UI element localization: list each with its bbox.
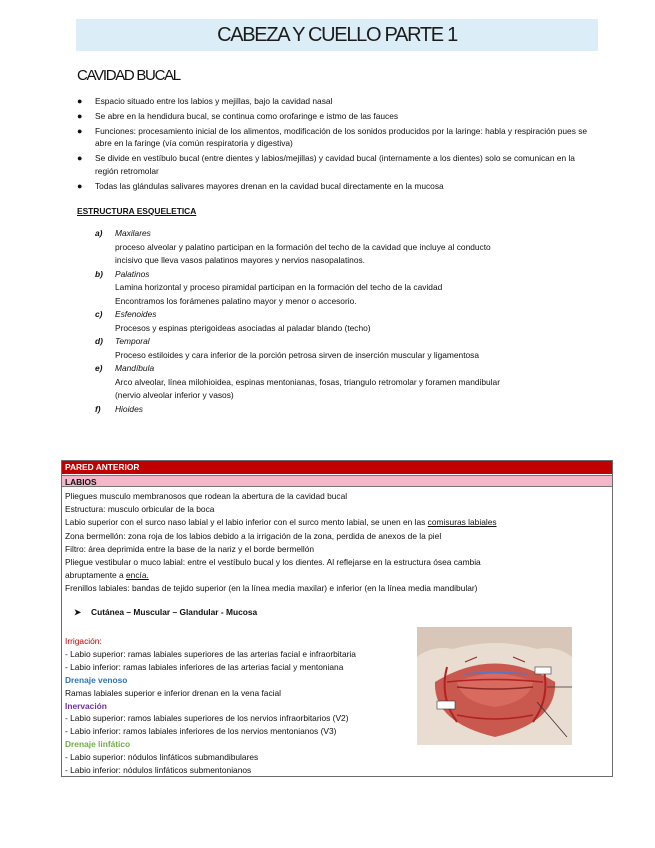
bone-list	[95, 227, 595, 416]
bone-name: Temporal	[115, 336, 150, 346]
bullet-item: ● Funciones: procesamiento inicial de los alimentos, modificación de los sonidos producidos por la laringe: habla y respiración pues se abre en la faringe (vía común respiratoria y digestiva)	[77, 125, 588, 149]
bullet-icon: ●	[77, 96, 83, 106]
venous-title: Drenaje venoso	[65, 674, 128, 685]
bullet-item: ● Se abre en la hendidura bucal, se continua como orofaringe e istmo de las fauces	[77, 110, 399, 121]
arrow-right-icon: ➤	[74, 607, 82, 617]
bone-name: Hioides	[115, 403, 143, 414]
bullet-item: ● Espacio situado entre los labios y mejillas, bajo la cavidad nasal	[77, 96, 333, 106]
page-title: CABEZA Y CUELLO PARTE 1	[217, 24, 457, 46]
bullet-icon: ●	[77, 110, 83, 121]
bone-item: f) Hioides	[95, 403, 595, 417]
nerve-title: Inervación	[65, 700, 107, 711]
bone-item: d) Temporal Proceso estiloides y cara inferior de la porción petrosa sirven de inserción muscular y ligamentosa	[95, 336, 480, 360]
bone-item: e) Mandíbula Arco alveolar, línea milohioidea, espinas mentonianas, fosas, triangulo retromolar y foramen mandibular (nervio alveolar inferior y vasos)	[95, 363, 500, 400]
bullet-icon: ●	[77, 125, 83, 136]
bullet-list	[77, 95, 597, 195]
bone-name: Maxilares	[115, 228, 151, 238]
bone-item: c) Esfenoides Procesos y espinas pterigoideas asociadas al paladar blando (techo)	[95, 309, 371, 333]
lip-supply: Irrigación: - Labio superior: ramas labiales superiores de las arterias facial e infraorbitaria - Labio inferior: ramas labiales inferiores de las arterias facial y mentoniana Drenaje venoso Ramas labiales superior e inferior drenan en la vena facial Inervación - Labio superior: ramos labiales superiores de los nervios infraorbitarios (V2) - Labio inferior: ramos labiales inferiores de los nervios mentonianos (V3) Drenaje linfático - Labio superior: nódulos linfáticos submandibulares - Labio inferior: nódulos linfáticos submentonianos	[65, 635, 405, 777]
lip-layers: ➤ Cutánea – Muscular – Glandular - Mucosa	[74, 607, 258, 617]
section-heading: CAVIDAD BUCAL	[77, 67, 180, 84]
bone-item: a) Maxilares proceso alveolar y palatino participan en la formación del techo de la cavidad que incluye al conducto incisivo que lleva vasos palatinos mayores y nervios nasopalatinos.	[95, 228, 491, 265]
lymph-title: Drenaje linfático	[65, 739, 131, 750]
lips-description: Pliegues musculo membranosos que rodean la abertura de la cavidad bucal Estructura: musculo orbicular de la boca Labio superior con el surco naso labial y el labio inferior con el surco mento labial, se unen en las comisuras labiales Zona bermellón: zona roja de los labios debido a la irrigación de la zona, perdida de anexos de la piel Filtro: área deprimida entre la base de la nariz y el borde bermellón Pliegue vestibular o muco labial: entre el vestíbulo bucal y los dientes. Al reflejarse en la estructura ósea cambia abruptamente a encía. Frenillos labiales: bandas de tejido superior (en la línea media maxilar) e inferior (en la línea media mandibular)	[65, 491, 497, 594]
bullet-icon: ●	[77, 153, 83, 164]
anterior-wall-table	[61, 460, 613, 777]
bone-name: Mandíbula	[115, 363, 155, 373]
bullet-icon: ●	[77, 180, 83, 191]
bullet-item: ● Se divide en vestíbulo bucal (entre dientes y labios/mejillas) y cavidad bucal (internamente a los dientes) solo se comunican en la región retromolar	[77, 153, 575, 176]
bone-item: b) Palatinos Lamina horizontal y proceso piramidal participan en la formación del techo de la cavidad Encontramos los forámenes palatino mayor y menor o accesorio.	[95, 268, 443, 306]
lips-anatomy-illustration	[417, 627, 572, 745]
irrigation-title: Irrigación:	[65, 636, 102, 646]
skeletal-heading: ESTRUCTURA ESQUELETICA	[77, 206, 197, 216]
bone-name: Palatinos	[115, 268, 150, 279]
title-bar	[76, 19, 598, 51]
bullet-item: ● Todas las glándulas salivares mayores drenan en la cavidad bucal directamente en la mucosa	[77, 180, 444, 191]
table-subheader: LABIOS	[62, 475, 612, 487]
table-header: PARED ANTERIOR	[62, 461, 612, 474]
bone-name: Esfenoides	[115, 309, 157, 319]
